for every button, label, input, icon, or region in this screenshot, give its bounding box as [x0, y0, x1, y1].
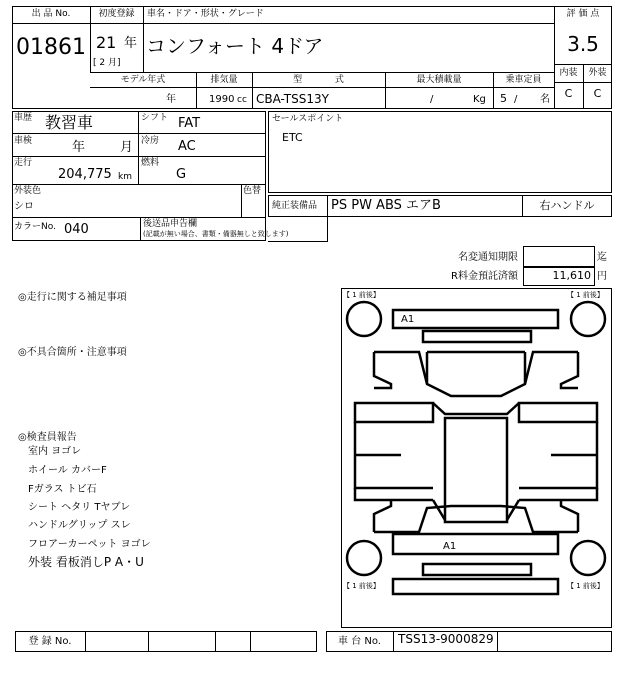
displacement-label: 排気量 — [210, 75, 238, 85]
model-year-unit: 年 — [166, 94, 176, 105]
lot-no: 01861 — [16, 35, 86, 60]
first-reg-label: 初度登録 — [98, 9, 135, 19]
driving-remarks-label: ◎走行に関する補足事項 — [18, 292, 127, 303]
fuel-label: 燃料 — [141, 158, 160, 168]
displacement-unit: cc — [237, 95, 247, 105]
steering: 右ハンドル — [539, 199, 595, 212]
exterior-grade: C — [593, 87, 602, 100]
score: 3.5 — [567, 32, 599, 56]
reg-year-unit: 年 — [124, 36, 138, 51]
divider — [90, 72, 554, 73]
color-no-label: カラーNo. — [14, 222, 56, 232]
sales-points-value: ETC — [282, 131, 303, 144]
diagram-tl: 【 1 前後】 — [343, 291, 380, 299]
load-unit: Kg — [473, 94, 486, 105]
car-diagram — [341, 288, 612, 628]
inspector-line: シート ヘタリ Tヤブレ — [28, 502, 131, 513]
car-name-label: 車名・ドア・形状・グレード — [147, 9, 264, 19]
diagram-tr: 【 1 前後】 — [567, 291, 604, 299]
defects-label: ◎不具合箇所・注意事項 — [18, 347, 127, 358]
ext-color-label: 外装色 — [14, 186, 42, 196]
divider — [148, 631, 149, 652]
capacity-unit: 名 — [540, 94, 550, 105]
diagram-bl: 【 1 前後】 — [343, 582, 380, 590]
divider — [85, 631, 86, 652]
interior-grade: C — [564, 87, 573, 100]
type-code: CBA-TSS13Y — [256, 92, 329, 106]
ac-label: 冷房 — [141, 136, 160, 146]
divider — [138, 111, 139, 184]
capacity: 5 — [500, 92, 507, 105]
divider — [12, 156, 266, 157]
shift: FAT — [178, 116, 201, 131]
divider — [268, 241, 328, 242]
reg-month: [ 2 月] — [93, 58, 121, 68]
divider — [90, 23, 554, 24]
history: 教習車 — [45, 113, 94, 132]
capacity-slash: / — [514, 94, 518, 105]
score-label: 評 価 点 — [566, 9, 600, 19]
divider — [90, 87, 554, 88]
equipment-label: 純正装備品 — [272, 201, 318, 211]
inspector-label: ◎検査員報告 — [18, 432, 77, 443]
ac: AC — [178, 139, 196, 154]
displacement: 1990 — [209, 94, 235, 105]
fee-unit: 円 — [597, 271, 607, 282]
notice-box — [523, 246, 595, 267]
docs-note: (記載が無い場合、書類・備器無しと致します) — [143, 230, 289, 238]
inspector-line: 室内 ヨゴレ — [28, 446, 82, 457]
history-label: 車歴 — [14, 113, 33, 123]
reg-no-label: 登 録 No. — [28, 636, 72, 647]
sales-points-label: セールスポイント — [272, 114, 344, 124]
lot-no-label: 出 品 No. — [31, 9, 71, 19]
chassis-no: TSS13-9000829 — [398, 632, 494, 646]
divider — [140, 217, 141, 241]
inspector-line: 外装 看板消しP A・U — [28, 555, 144, 569]
chassis-label: 車 台 No. — [338, 636, 381, 647]
fee-label: R料金預託済額 — [451, 271, 518, 282]
divider — [12, 184, 266, 185]
fuel: G — [176, 167, 187, 182]
color-change-label: 色替 — [243, 186, 262, 196]
inspector-line: Fガラス トビ石 — [28, 484, 97, 495]
ext-color: シロ — [14, 201, 34, 212]
color-no: 040 — [64, 222, 89, 237]
rear-damage-mark: A1 — [443, 541, 457, 552]
inspector-line: フロアーカーペット ヨゴレ — [28, 539, 151, 550]
capacity-label: 乗車定員 — [505, 75, 542, 85]
shift-label: シフト — [141, 113, 169, 123]
docs-label: 後送品申告欄 — [143, 219, 198, 229]
inspector-line: ハンドルグリップ スレ — [28, 520, 131, 531]
load-slash: / — [430, 94, 434, 105]
divider — [241, 184, 242, 217]
inspection-month-unit: 月 — [120, 140, 134, 155]
mileage-unit: km — [118, 172, 132, 182]
divider — [12, 133, 266, 134]
type-label: 型 式 — [293, 75, 344, 85]
divider — [12, 217, 266, 218]
fee-value: 11,610 — [552, 269, 591, 282]
divider — [497, 631, 498, 652]
divider — [143, 6, 144, 72]
divider — [215, 631, 216, 652]
equipment-value: PS PW ABS エアB — [331, 198, 441, 213]
mileage-label: 走行 — [14, 158, 33, 168]
divider — [250, 631, 251, 652]
diagram-br: 【 1 前後】 — [567, 582, 604, 590]
inspection-label: 車検 — [14, 136, 33, 146]
interior-label: 内装 — [559, 68, 578, 78]
reg-year: 21 — [96, 33, 117, 52]
front-damage-mark: A1 — [401, 314, 415, 325]
divider — [327, 195, 328, 241]
exterior-label: 外装 — [588, 68, 607, 78]
notice-unit: 迄 — [597, 252, 607, 263]
mileage: 204,775 — [58, 167, 112, 182]
model-year-label: モデル年式 — [120, 75, 166, 85]
divider — [393, 631, 394, 652]
inspection-year-unit: 年 — [72, 140, 86, 155]
notice-label: 名変通知期限 — [458, 252, 518, 263]
divider — [12, 23, 90, 24]
car-name: コンフォート 4ドア — [146, 34, 324, 58]
inspector-line: ホイール カバーF — [28, 465, 107, 476]
max-load-label: 最大積載量 — [416, 75, 462, 85]
